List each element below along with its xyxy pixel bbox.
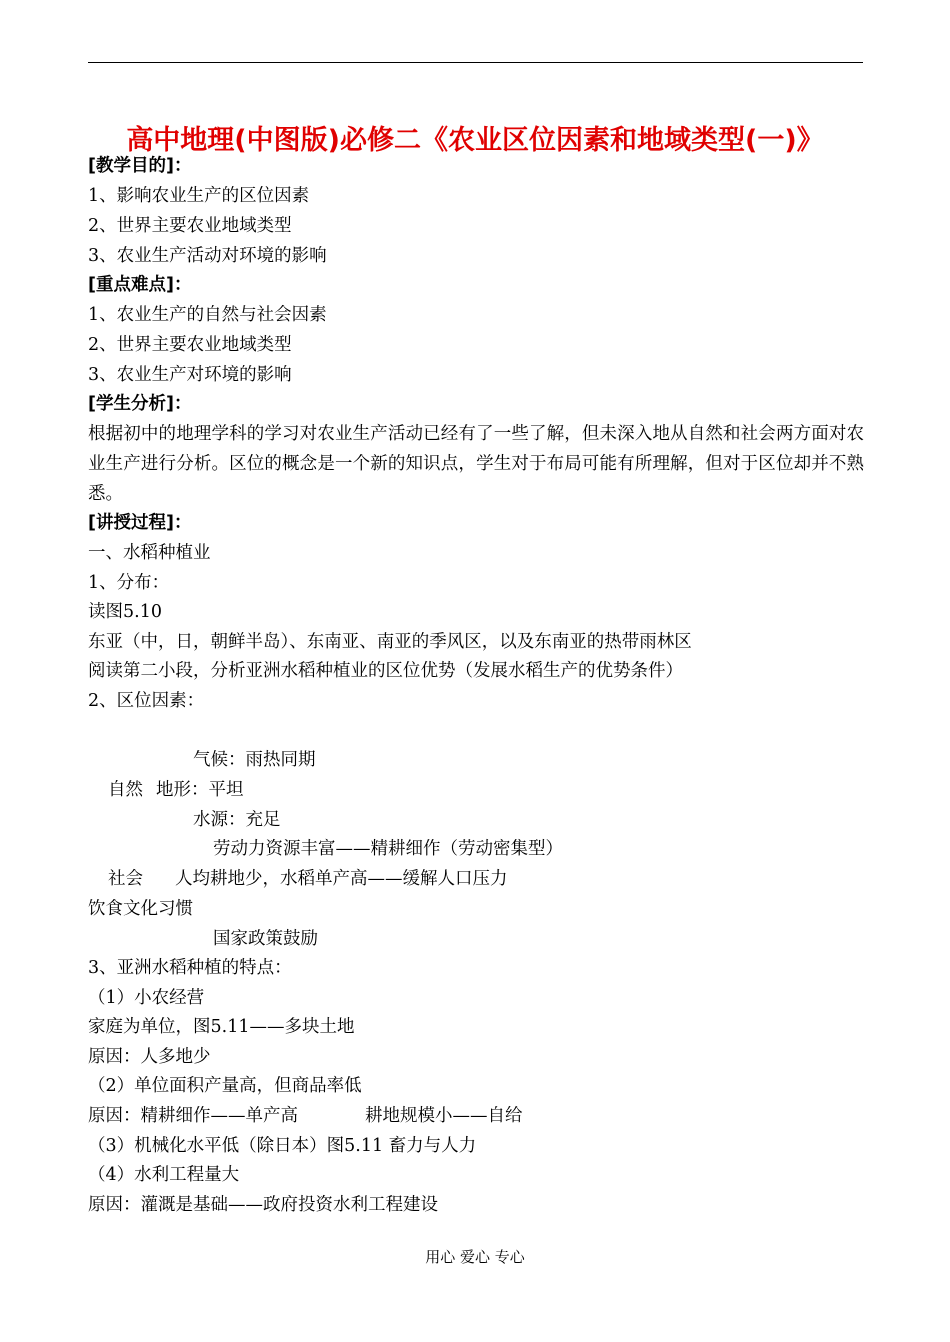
factor-land: 人均耕地少，水稻单产高——缓解人口压力 xyxy=(175,869,508,889)
feature-item: （4）水利工程量大 xyxy=(88,1165,240,1185)
factor-policy: 国家政策鼓励 xyxy=(213,929,318,949)
key-point-item: 2、世界主要农业地域类型 xyxy=(88,335,292,355)
factors-heading: 2、区位因素： xyxy=(88,691,205,711)
goals-heading: [教学目的]： xyxy=(88,156,192,176)
figure-reference: 读图5.10 xyxy=(88,602,162,622)
factor-labor: 劳动力资源丰富——精耕细作（劳动密集型） xyxy=(213,839,563,859)
factor-social-label: 社会 xyxy=(108,869,143,889)
key-point-item: 1、农业生产的自然与社会因素 xyxy=(88,305,327,325)
regions-text: 东亚（中，日，朝鲜半岛）、东南亚、南亚的季风区，以及东南亚的热带雨林区 xyxy=(88,632,692,652)
feature-reason: 耕地规模小——自给 xyxy=(365,1106,523,1126)
feature-item: （2）单位面积产量高，但商品率低 xyxy=(88,1076,362,1096)
distribution-heading: 1、分布： xyxy=(88,573,170,593)
page-title: 高中地理(中图版)必修二《农业区位因素和地域类型(一)》 xyxy=(126,125,824,156)
feature-note: 家庭为单位，图5.11——多块土地 xyxy=(88,1017,355,1037)
page-footer: 用心 爱心 专心 xyxy=(425,1248,525,1266)
goal-item: 2、世界主要农业地域类型 xyxy=(88,216,292,236)
factor-diet: 饮食文化习惯 xyxy=(88,899,193,919)
analysis-paragraph: 根据初中的地理学科的学习对农业生产活动已经有了一些了解，但未深入地从自然和社会两方面对农业生产进行分析。区位的概念是一个新的知识点，学生对于布局可能有所理解，但对于区位却并不熟悉。 xyxy=(88,424,864,504)
factor-climate: 气候：雨热同期 xyxy=(193,750,316,770)
feature-item: （3）机械化水平低（除日本）图5.11 畜力与人力 xyxy=(88,1136,477,1156)
key-point-item: 3、农业生产对环境的影响 xyxy=(88,365,292,385)
goal-item: 3、农业生产活动对环境的影响 xyxy=(88,246,327,266)
section-title: 一、水稻种植业 xyxy=(88,543,211,563)
feature-item: （1）小农经营 xyxy=(88,988,205,1008)
factor-natural-label: 自然 xyxy=(108,780,143,800)
key-points-heading: [重点难点]： xyxy=(88,275,192,295)
factor-terrain: 地形：平坦 xyxy=(156,780,244,800)
process-heading: [讲授过程]： xyxy=(88,513,192,533)
feature-reason: 原因：精耕细作——单产高 xyxy=(88,1106,298,1126)
reading-instruction: 阅读第二小段，分析亚洲水稻种植业的区位优势（发展水稻生产的优势条件） xyxy=(88,661,683,681)
feature-reason: 原因：人多地少 xyxy=(88,1047,211,1067)
goal-item: 1、影响农业生产的区位因素 xyxy=(88,186,310,206)
analysis-heading: [学生分析]： xyxy=(88,394,192,414)
features-heading: 3、亚洲水稻种植的特点： xyxy=(88,958,292,978)
feature-reason: 原因：灌溉是基础——政府投资水利工程建设 xyxy=(88,1195,438,1215)
factor-water: 水源：充足 xyxy=(193,810,281,830)
header-rule xyxy=(88,62,863,63)
